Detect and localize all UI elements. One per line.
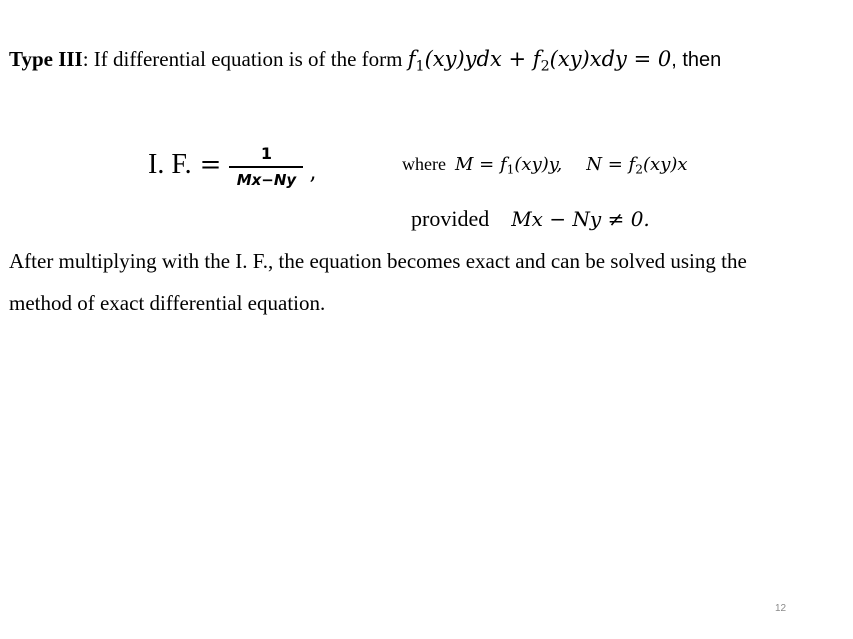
- fraction-denominator: Mx−Ny: [236, 170, 297, 189]
- eq-f1-subscript: 1: [415, 58, 425, 75]
- m-def-a: M = f: [454, 154, 507, 175]
- type-iii-statement: [9, 45, 721, 80]
- eq-f2: f: [532, 47, 541, 71]
- m-def-b: (xy)y,: [514, 154, 563, 175]
- fraction: [229, 144, 303, 190]
- paragraph-line-2: method of exact differential equation.: [9, 291, 326, 315]
- if-label: I. F.: [148, 149, 192, 180]
- equals-sign: =: [199, 150, 222, 180]
- where-definitions: [402, 152, 688, 182]
- fraction-bar: [229, 166, 303, 168]
- provided-word: provided: [411, 206, 490, 231]
- m-subscript: 1: [506, 162, 515, 177]
- condition-expression: Mx − Ny ≠ 0.: [511, 207, 650, 231]
- fraction-numerator: 1: [260, 144, 273, 164]
- equation-form: [407, 47, 672, 75]
- n-definition: [586, 154, 687, 175]
- type-label: Type III: [9, 47, 83, 71]
- formula-comma: ,: [309, 159, 317, 185]
- n-subscript: 2: [635, 162, 644, 177]
- then-word: , then: [671, 49, 722, 71]
- n-def-b: (xy)x: [643, 154, 688, 175]
- provided-condition: [411, 205, 650, 233]
- paragraph-line-1: After multiplying with the I. F., the equation becomes exact and can be solved using the: [9, 249, 747, 273]
- m-definition: [455, 154, 562, 175]
- eq-part2: (xy)xdy = 0: [549, 47, 672, 71]
- eq-part1: (xy)ydx +: [424, 47, 533, 71]
- eq-f2-subscript: 2: [540, 58, 550, 75]
- n-def-a: N = f: [586, 154, 636, 175]
- eq-f1: f: [407, 47, 416, 71]
- integrating-factor-formula: [148, 135, 316, 195]
- intro-text: : If differential equation is of the form: [82, 47, 408, 71]
- where-word: where: [402, 154, 446, 174]
- page-number: 12: [775, 603, 787, 614]
